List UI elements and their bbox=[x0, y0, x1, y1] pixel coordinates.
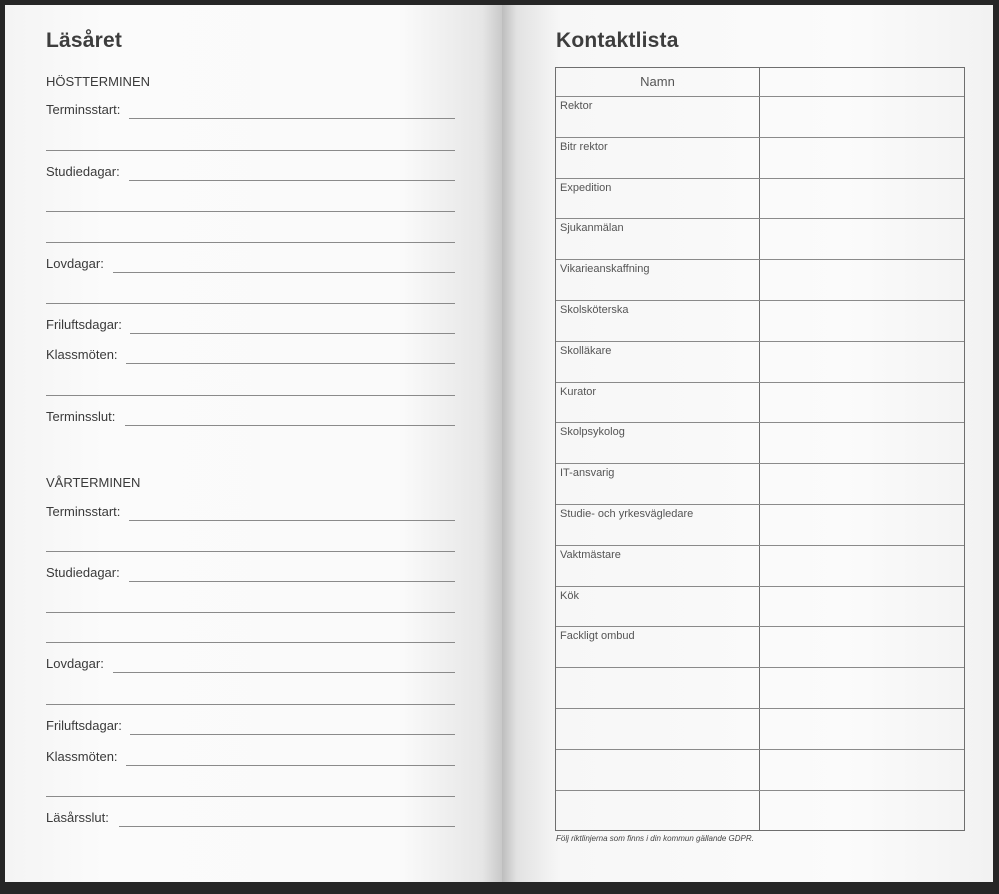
contact-role-label: Rektor bbox=[560, 100, 593, 112]
table-row[interactable] bbox=[556, 382, 964, 423]
field-label: Terminsslut: bbox=[46, 409, 116, 424]
table-row[interactable] bbox=[556, 463, 964, 504]
page-title-contact-list: Kontaktlista bbox=[556, 29, 679, 52]
field-autumn-holidays[interactable] bbox=[46, 257, 455, 273]
field-autumn-study-days[interactable] bbox=[46, 165, 455, 181]
field-spring-class-meetings[interactable] bbox=[46, 750, 455, 766]
write-line[interactable] bbox=[129, 180, 455, 181]
field-label: Lovdagar: bbox=[46, 656, 104, 671]
table-row[interactable] bbox=[556, 708, 964, 749]
field-label: Terminsstart: bbox=[46, 102, 121, 117]
table-row[interactable] bbox=[556, 545, 964, 586]
field-spring-study-days[interactable] bbox=[46, 566, 455, 582]
write-line[interactable] bbox=[129, 118, 455, 119]
table-row[interactable] bbox=[556, 178, 964, 219]
field-label: Klassmöten: bbox=[46, 749, 118, 764]
table-row[interactable] bbox=[556, 626, 964, 667]
field-label: Lovdagar: bbox=[46, 256, 104, 271]
contact-role-label: Kök bbox=[560, 589, 579, 602]
contact-role-label: Vikarieanskaffning bbox=[560, 263, 650, 276]
field-label: Klassmöten: bbox=[46, 347, 118, 362]
field-autumn-class-meetings[interactable] bbox=[46, 348, 455, 364]
write-line[interactable] bbox=[129, 581, 455, 582]
field-autumn-term-end[interactable] bbox=[46, 410, 455, 426]
field-autumn-term-start[interactable] bbox=[46, 103, 455, 119]
contact-role-label: Expedition bbox=[560, 181, 612, 194]
write-line[interactable] bbox=[46, 211, 455, 212]
table-row[interactable] bbox=[556, 300, 964, 341]
page-title-school-year: Läsåret bbox=[46, 29, 123, 52]
table-header-name: Namn bbox=[640, 74, 675, 89]
contact-role-label: Skolpsykolog bbox=[560, 426, 625, 439]
contact-role-label: Bitr rektor bbox=[560, 140, 608, 153]
gdpr-footnote: Följ riktlinjerna som finns i din kommun gällande GDPR. bbox=[556, 834, 754, 843]
write-line[interactable] bbox=[46, 612, 455, 613]
section-title-spring: VÅRTERMINEN bbox=[46, 475, 141, 490]
write-line[interactable] bbox=[46, 395, 455, 396]
contact-role-label: Sjukanmälan bbox=[560, 222, 624, 235]
section-title-autumn: HÖSTTERMINEN bbox=[46, 74, 150, 89]
write-line[interactable] bbox=[46, 242, 455, 243]
field-label: Läsårsslut: bbox=[46, 810, 109, 825]
contact-role-label: IT-ansvarig bbox=[560, 467, 615, 480]
table-row[interactable] bbox=[556, 667, 964, 708]
write-line[interactable] bbox=[130, 333, 455, 334]
write-line[interactable] bbox=[129, 520, 455, 521]
table-row[interactable] bbox=[556, 586, 964, 627]
table-row[interactable] bbox=[556, 259, 964, 300]
contact-role-label: Fackligt ombud bbox=[560, 630, 635, 643]
write-line[interactable] bbox=[46, 796, 455, 797]
table-row[interactable] bbox=[556, 137, 964, 178]
write-line[interactable] bbox=[113, 672, 455, 673]
write-line[interactable] bbox=[113, 272, 455, 273]
contact-role-label: Vaktmästare bbox=[560, 548, 621, 561]
field-spring-term-start[interactable] bbox=[46, 505, 455, 521]
write-line[interactable] bbox=[46, 704, 455, 705]
write-line[interactable] bbox=[46, 303, 455, 304]
table-row[interactable] bbox=[556, 749, 964, 790]
write-line[interactable] bbox=[46, 150, 455, 151]
write-line[interactable] bbox=[130, 734, 455, 735]
write-line[interactable] bbox=[125, 425, 455, 426]
right-page bbox=[502, 5, 993, 882]
table-row[interactable] bbox=[556, 790, 964, 831]
table-row[interactable] bbox=[556, 96, 964, 137]
field-autumn-outdoor-days[interactable] bbox=[46, 318, 455, 334]
field-spring-holidays[interactable] bbox=[46, 657, 455, 673]
field-label: Friluftsdagar: bbox=[46, 317, 122, 332]
field-label: Terminsstart: bbox=[46, 504, 121, 519]
write-line[interactable] bbox=[126, 765, 455, 766]
field-label: Studiedagar: bbox=[46, 164, 120, 179]
write-line[interactable] bbox=[119, 826, 455, 827]
table-row[interactable] bbox=[556, 341, 964, 382]
contact-table bbox=[555, 67, 965, 831]
contact-role-label: Kurator bbox=[560, 385, 597, 398]
write-line[interactable] bbox=[126, 363, 455, 364]
field-spring-school-year-end[interactable] bbox=[46, 811, 455, 827]
write-line[interactable] bbox=[46, 642, 455, 643]
contact-role-label: Skolsköterska bbox=[560, 304, 629, 316]
field-label: Friluftsdagar: bbox=[46, 718, 122, 733]
write-line[interactable] bbox=[46, 551, 455, 552]
table-row[interactable] bbox=[556, 218, 964, 259]
table-row[interactable] bbox=[556, 422, 964, 463]
contact-role-label: Skolläkare bbox=[560, 344, 612, 357]
field-label: Studiedagar: bbox=[46, 565, 120, 580]
field-spring-outdoor-days[interactable] bbox=[46, 719, 455, 735]
left-page bbox=[5, 5, 502, 882]
table-row[interactable] bbox=[556, 504, 964, 545]
contact-role-label: Studie- och yrkesvägledare bbox=[560, 508, 694, 520]
